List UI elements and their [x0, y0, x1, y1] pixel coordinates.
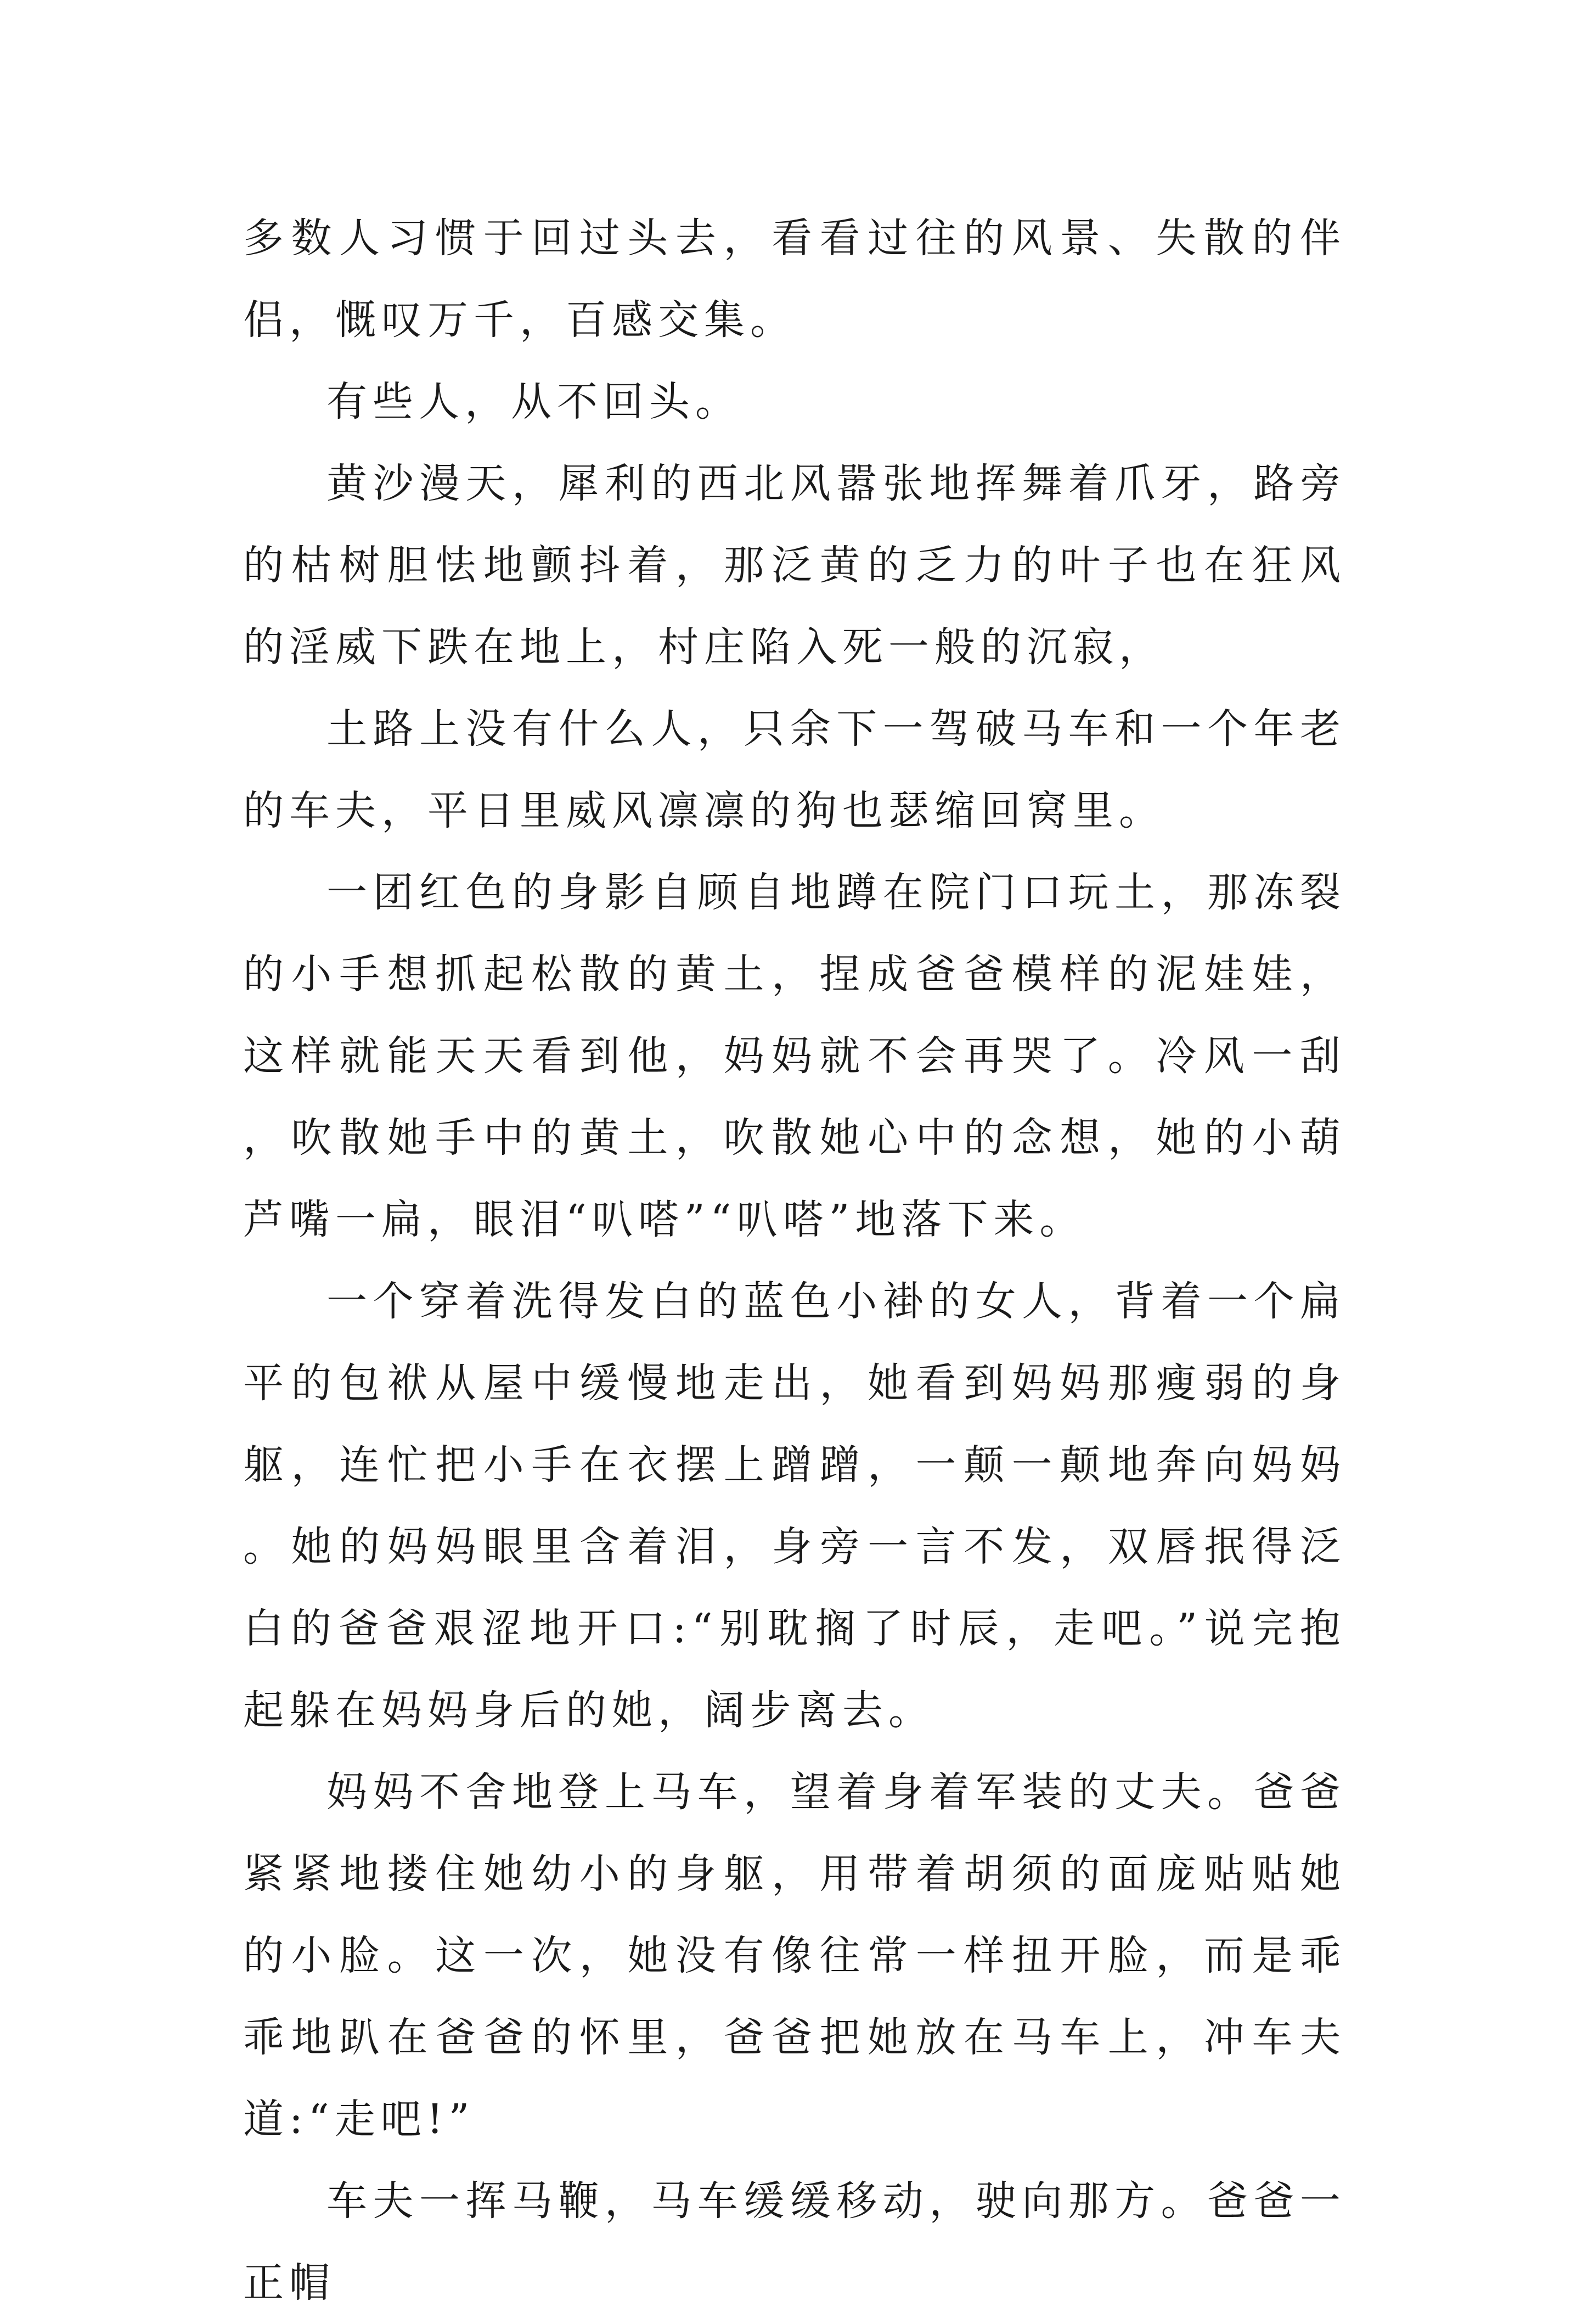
- body-text: [243, 198, 1346, 2324]
- paragraph: 妈妈不舍地登上马车，望着身着军装的丈夫。爸爸紧紧地搂住她幼小的身躯，用带着胡须的面庞贴贴她的小脸。这一次，她没有像往常一样扭开脸，而是乖乖地趴在爸爸的怀里，爸爸把她放在马车上，冲车夫道:“走吧!”: [243, 1769, 1346, 2143]
- paragraph: 一个穿着洗得发白的蓝色小褂的女人，背着一个扁平的包袱从屋中缓慢地走出，她看到妈妈那瘦弱的身躯，连忙把小手在衣摆上蹭蹭，一颠一颠地奔向妈妈。她的妈妈眼里含着泪，身旁一言不发，双唇抿得泛白的爸爸艰涩地开口:“别耽搁了时辰，走吧。”说完抱起躲在妈妈身后的她，阔步离去。: [243, 1278, 1346, 1734]
- paragraph: 车夫一挥马鞭，马车缓缓移动，驶向那方。爸爸一正帽: [243, 2177, 1346, 2306]
- paragraph: 多数人习惯于回过头去，看看过往的风景、失散的伴侣，慨叹万千，百感交集。: [243, 215, 1346, 344]
- paragraph: 黄沙漫天，犀利的西北风嚣张地挥舞着爪牙，路旁的枯树胆怯地颤抖着，那泛黄的乏力的叶子也在狂风的淫威下跌在地上，村庄陷入死一般的沉寂，: [243, 460, 1346, 671]
- paragraph: 一团红色的身影自顾自地蹲在院门口玩土，那冻裂的小手想抓起松散的黄土，捏成爸爸模样的泥娃娃，这样就能天天看到他，妈妈就不会再哭了。冷风一刮，吹散她手中的黄土，吹散她心中的念想，她的小葫芦嘴一扁，眼泪“叭嗒”“叭嗒”地落下来。: [243, 869, 1346, 1243]
- paragraph: 土路上没有什么人，只余下一驾破马车和一个年老的车夫，平日里威风凛凛的狗也瑟缩回窝里。: [243, 705, 1346, 834]
- paragraph: 有些人，从不回头。: [326, 378, 741, 425]
